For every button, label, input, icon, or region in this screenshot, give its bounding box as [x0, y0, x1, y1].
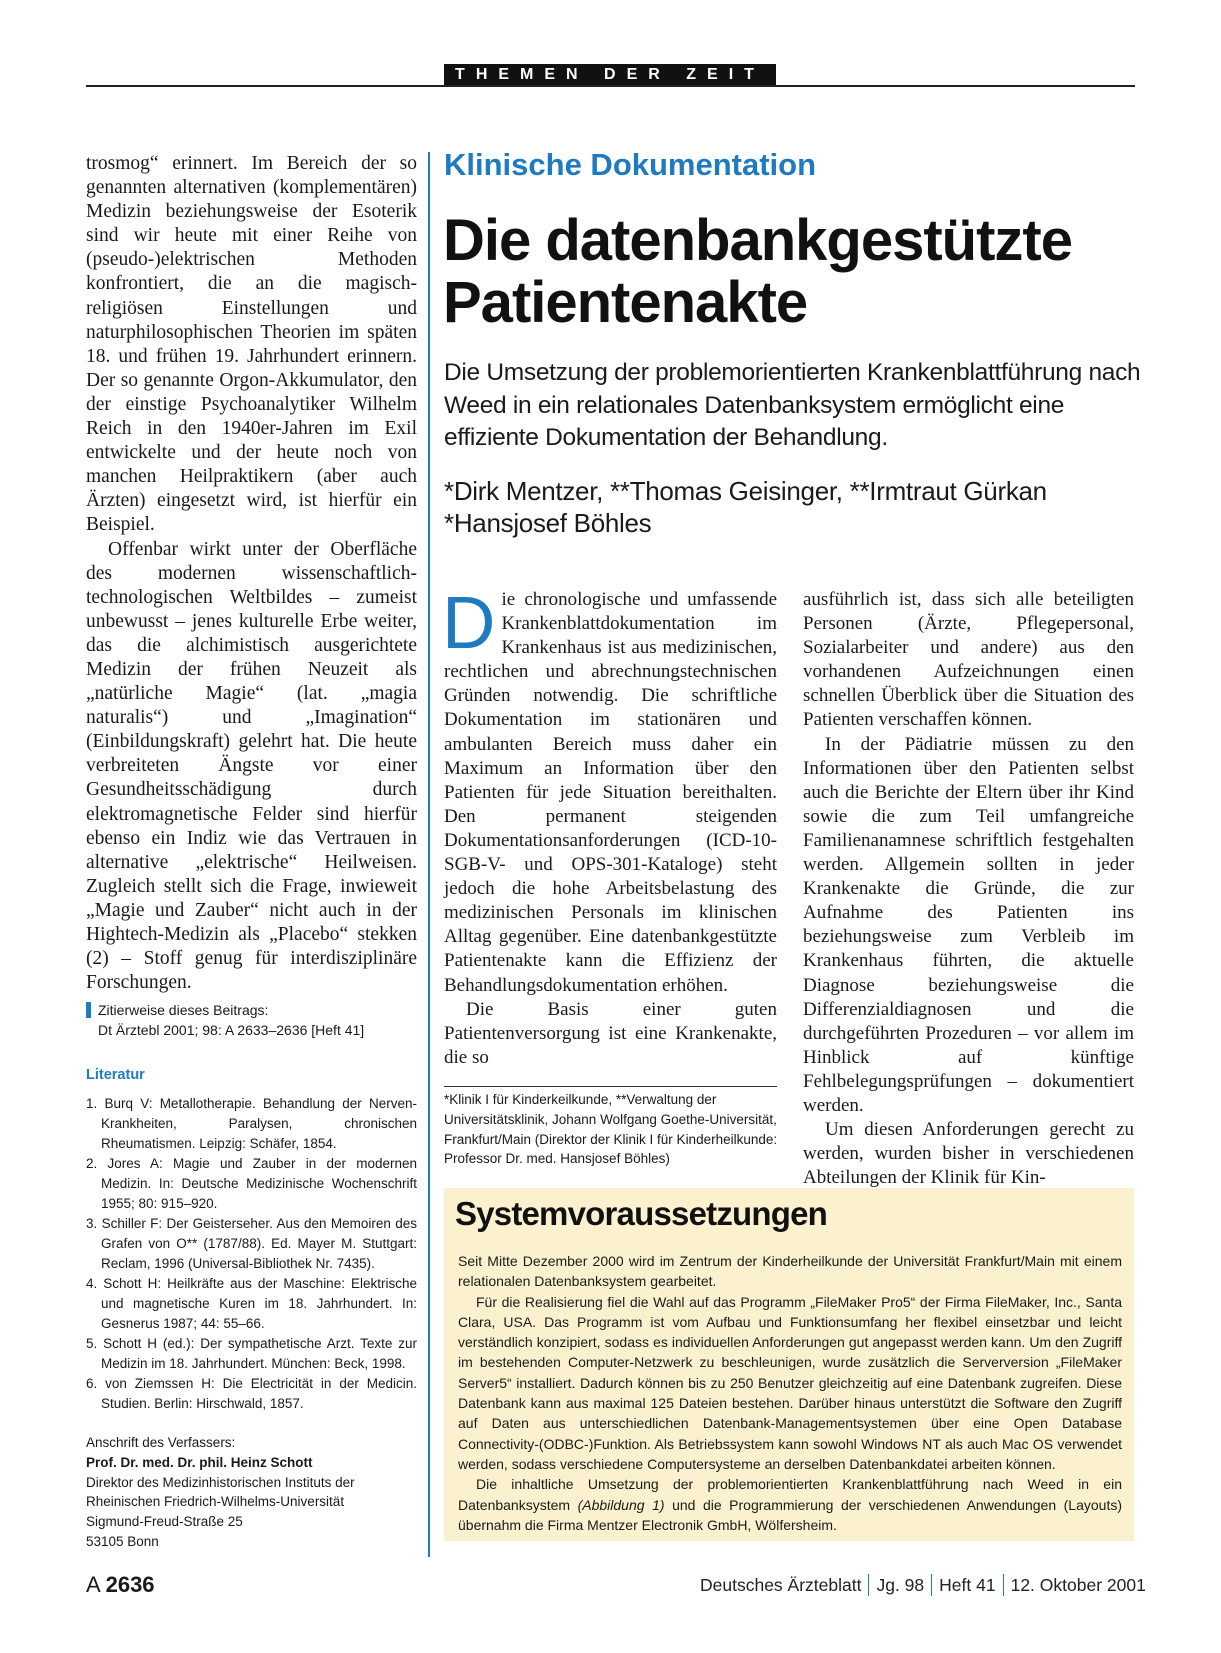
address-line: 53105 Bonn: [86, 1533, 159, 1549]
box-text-span: und die Programmierung der verschiedenen Anwendungen (Layouts) übernahm die Firma Mentzer Electronik GmbH, Wölfersheim.: [458, 1496, 1122, 1533]
footer-separator: [868, 1574, 869, 1596]
journal-date: 12. Oktober 2001: [1010, 1575, 1146, 1595]
literature-heading: Literatur: [86, 1067, 145, 1083]
journal-issue: Heft 41: [939, 1575, 996, 1595]
literature-item: 4. Schott H: Heilkräfte aus der Maschine: Elektrische und magnetische Kuren im 18. Jahrhundert. In: Gesnerus 1987; 44: 55–66.: [86, 1276, 417, 1331]
left-paragraph: trosmog“ erinnert. Im Bereich der so genannten alternativen (komplementären) Medizin beziehungsweise der Esoterik sind wir heute mit einer Reihe von (pseudo-)elektrischen Methoden konfrontiert, die an die magisch-religiösen Einstellungen und naturphilosophischen Theorien im späten 18. und frühen 19. Jahrhundert erinnern. Der so genannte Orgon-Akkumulator, den der einstige Psychoanalytiker Wilhelm Reich in den 1940er-Jahren im Exil entwickelte und der heute noch von manchen Heilpraktikern (aber auch Ärzten) eingesetzt wird, ist hierfür ein Beispiel.: [86, 153, 417, 536]
author-address: [86, 1433, 417, 1552]
body-text: ie chronologische und umfassende Krankenblattdokumentation im Krankenhaus ist aus medizinischen, rechtlichen und abrechnungstechnischen Gründen notwendig. Die schriftliche Dokumentation im stationären und ambulanten Bereich muss daher ein Maximum an Information über den Patienten für jede Situation bereithalten. Den permanent steigenden Dokumentationsanforderungen (ICD-10-SGB-V- und OPS-301-Kataloge) steht jedoch die hohe Arbeitsbelastung des medizinischen Personals im klinischen Alltag gegenüber. Eine datenbankgestützte Patientenakte kann die Effizienz der Behandlungsdokumentation erhöhen.: [444, 589, 777, 996]
article-lead: Die Umsetzung der problemorientierten Krankenblattführung nach Weed in ein relationales Datenbanksystem ermöglicht eine effiziente Dokumentation der Behandlung.: [444, 359, 1141, 451]
authors-line: *Dirk Mentzer, **Thomas Geisinger, **Irmtraut Gürkan: [444, 476, 1047, 506]
drop-cap: D: [442, 581, 496, 664]
page-number: [86, 1572, 155, 1598]
journal-footer: [700, 1574, 1146, 1596]
address-label: Anschrift des Verfassers:: [86, 1435, 236, 1450]
citation-ref: Dt Ärztebl 2001; 98: A 2633–2636 [Heft 41]: [98, 1022, 365, 1038]
literature-item: 3. Schiller F: Der Geisterseher. Aus den Memoiren des Grafen von O** (1787/88). Ed. Mayer M. Stuttgart: Reclam, 1996 (Universal-Bibliothek Nr. 7435).: [86, 1216, 417, 1271]
box-paragraph: [458, 1474, 1122, 1535]
citation-label: Zitierweise dieses Beitrags:: [98, 1002, 269, 1018]
box-text: [458, 1251, 1122, 1535]
authors-line: *Hansjosef Böhles: [444, 508, 652, 538]
address-line: Sigmund-Freud-Straße 25: [86, 1514, 243, 1530]
left-paragraph: Offenbar wirkt unter der Oberfläche des modernen wissenschaftlich-technologischen Weltbildes – zumeist unbewusst – jenes kulturelle Erbe weiter, das die alchimistisch ausgerichtete Medizin der frühen Neuzeit als „natürliche Magie“ (lat. „magia naturalis“) und „Imagination“ (Einbildungskraft) gelehrt hat. Die heute verbreiteten Ängste vor einer Gesundheitsschädigung durch elektromagnetische Felder sind hierfür ebenso ein Indiz wie das Vertrauen in alternative „elektrische“ Heilweisen. Zugleich stellt sich die Frage, inwieweit „Magie und Zauber“ nicht auch in der Hightech-Medizin als „Placebo“ stekken (2) – Stoff genug für interdisziplinäre Forschungen.: [86, 538, 417, 994]
column-divider: [428, 152, 430, 1557]
title-line: Patientenakte: [443, 270, 808, 335]
article-authors: [444, 475, 1164, 539]
box-title: Systemvoraussetzungen: [455, 1195, 827, 1232]
section-header: THEMEN DER ZEIT: [444, 64, 776, 85]
journal-volume: Jg. 98: [876, 1575, 925, 1595]
address-line: Direktor des Medizinhistorischen Instituts der: [86, 1474, 355, 1490]
footnote-rule: [444, 1086, 777, 1087]
literature-item: 2. Jores A: Magie und Zauber in der modernen Medizin. In: Deutsche Medizinische Wochenschrift 1955; 80: 915–920.: [86, 1156, 417, 1211]
literature-item: 1. Burq V: Metallotherapie. Behandlung der Nerven-Krankheiten, Paralysen, chronischen Rheumatismen. Leipzig: Schäfer, 1854.: [86, 1096, 417, 1151]
footer-separator: [1003, 1574, 1004, 1596]
figure-reference: (Abbildung 1): [577, 1496, 665, 1513]
footer-separator: [931, 1574, 932, 1596]
body-paragraph: In der Pädiatrie müssen zu den Informationen über den Patienten selbst auch die Berichte der Eltern über ihr Kind sowie die zum Teil umfangreiche Familienanamnese schriftlich festgehalten werden. Allgemein sollten in jeder Krankenakte die Gründe, die zur Aufnahme des Patienten ins beziehungsweise zum Verbleib im Krankenhaus führten, die aktuelle Diagnose beziehungsweise die Differenzialdiagnosen und die durchgeführten Prozeduren – vor allem im Hinblick auf künftige Fehlbelegungsprüfungen – dokumentiert werden.: [803, 733, 1134, 1116]
page-number-value: 2636: [105, 1572, 155, 1597]
title-line: Die datenbankgestützte: [443, 208, 1072, 273]
address-line: Rheinischen Friedrich-Wilhelms-Universität: [86, 1494, 345, 1510]
literature-list: [86, 1094, 417, 1414]
body-paragraph: ausführlich ist, dass sich alle beteiligten Personen (Ärzte, Pflegepersonal, Sozialarbeiter und andere) aus den vorhandenen Aufzeichnungen einen schnellen Überblick über die Situation des Patienten verschaffen können.: [803, 589, 1134, 731]
box-text-span: Die inhaltliche Umsetzung der problemorientierten Krankenblattführung nach Weed in ein Datenbanksystem: [458, 1476, 1122, 1513]
left-column-text: [86, 152, 417, 995]
address-name: Prof. Dr. med. Dr. phil. Heinz Schott: [86, 1454, 313, 1470]
header-rule: [86, 85, 1135, 87]
middle-column-text: [442, 581, 777, 1070]
literature-item: 5. Schott H (ed.): Der sympathetische Arzt. Texte zur Medizin im 18. Jahrhundert. München: Beck, 1998.: [86, 1336, 417, 1371]
body-paragraph: Die Basis einer guten Patientenversorgung ist eine Krankenakte, die so: [444, 998, 777, 1068]
right-column-text: [803, 588, 1134, 1190]
citation-block: [86, 1000, 416, 1040]
literature-item: 6. von Ziemssen H: Die Electricität in der Medicin. Studien. Berlin: Hirschwald, 1857.: [86, 1376, 417, 1411]
journal-name: Deutsches Ärzteblatt: [700, 1575, 862, 1595]
footnote: *Klinik I für Kinderkeilkunde, **Verwaltung der Universitätsklinik, Johann Wolfgang Goethe-Universität, Frankfurt/Main (Direktor der Klinik I für Kinderheilkunde: Professor Dr. med. Hansjosef Böhles): [444, 1092, 778, 1167]
article-title: [443, 210, 1143, 334]
body-paragraph: [442, 581, 777, 998]
body-paragraph: Um diesen Anforderungen gerecht zu werden, wurden bisher in verschiedenen Abteilungen der Klinik für Kin-: [803, 1119, 1134, 1189]
page-prefix: A: [86, 1572, 100, 1597]
box-paragraph: Seit Mitte Dezember 2000 wird im Zentrum der Kinderheilkunde der Universität Frankfurt/Main mit einem relationalen Datenbanksystem gearbeitet.: [458, 1253, 1122, 1290]
section-label: Klinische Dokumentation: [444, 147, 817, 182]
box-paragraph: Für die Realisierung fiel die Wahl auf das Programm „FileMaker Pro5“ der Firma FileMaker, Inc., Santa Clara, USA. Das Programm ist vom Aufbau und Funktionsumfang her flexibel einsetzbar und leicht verständlich konzipiert, sodass es individuellen Anforderungen gut angepasst werden kann. Um den Zugriff im bestehenden Computer-Netzwerk zu beschleunigen, wurde zusätzlich die Serverversion „FileMaker Server5“ installiert. Dadurch können bis zu 250 Benutzer gleichzeitig auf eine Datenbank zugreifen. Diese Datenbank kann aus maximal 125 Dateien bestehen. Darüber hinaus unterstützt die Software den Zugriff auf Daten aus unterschiedlichen Datenbank-Managementsystemen über eine Open Database Connectivity-(ODBC-)Funktion. Als Betriebssystem kann sowohl Windows NT als auch Mac OS verwendet werden, sodass verschiedene Computersysteme an derselben Datenbankdatei arbeiten können.: [458, 1293, 1122, 1472]
